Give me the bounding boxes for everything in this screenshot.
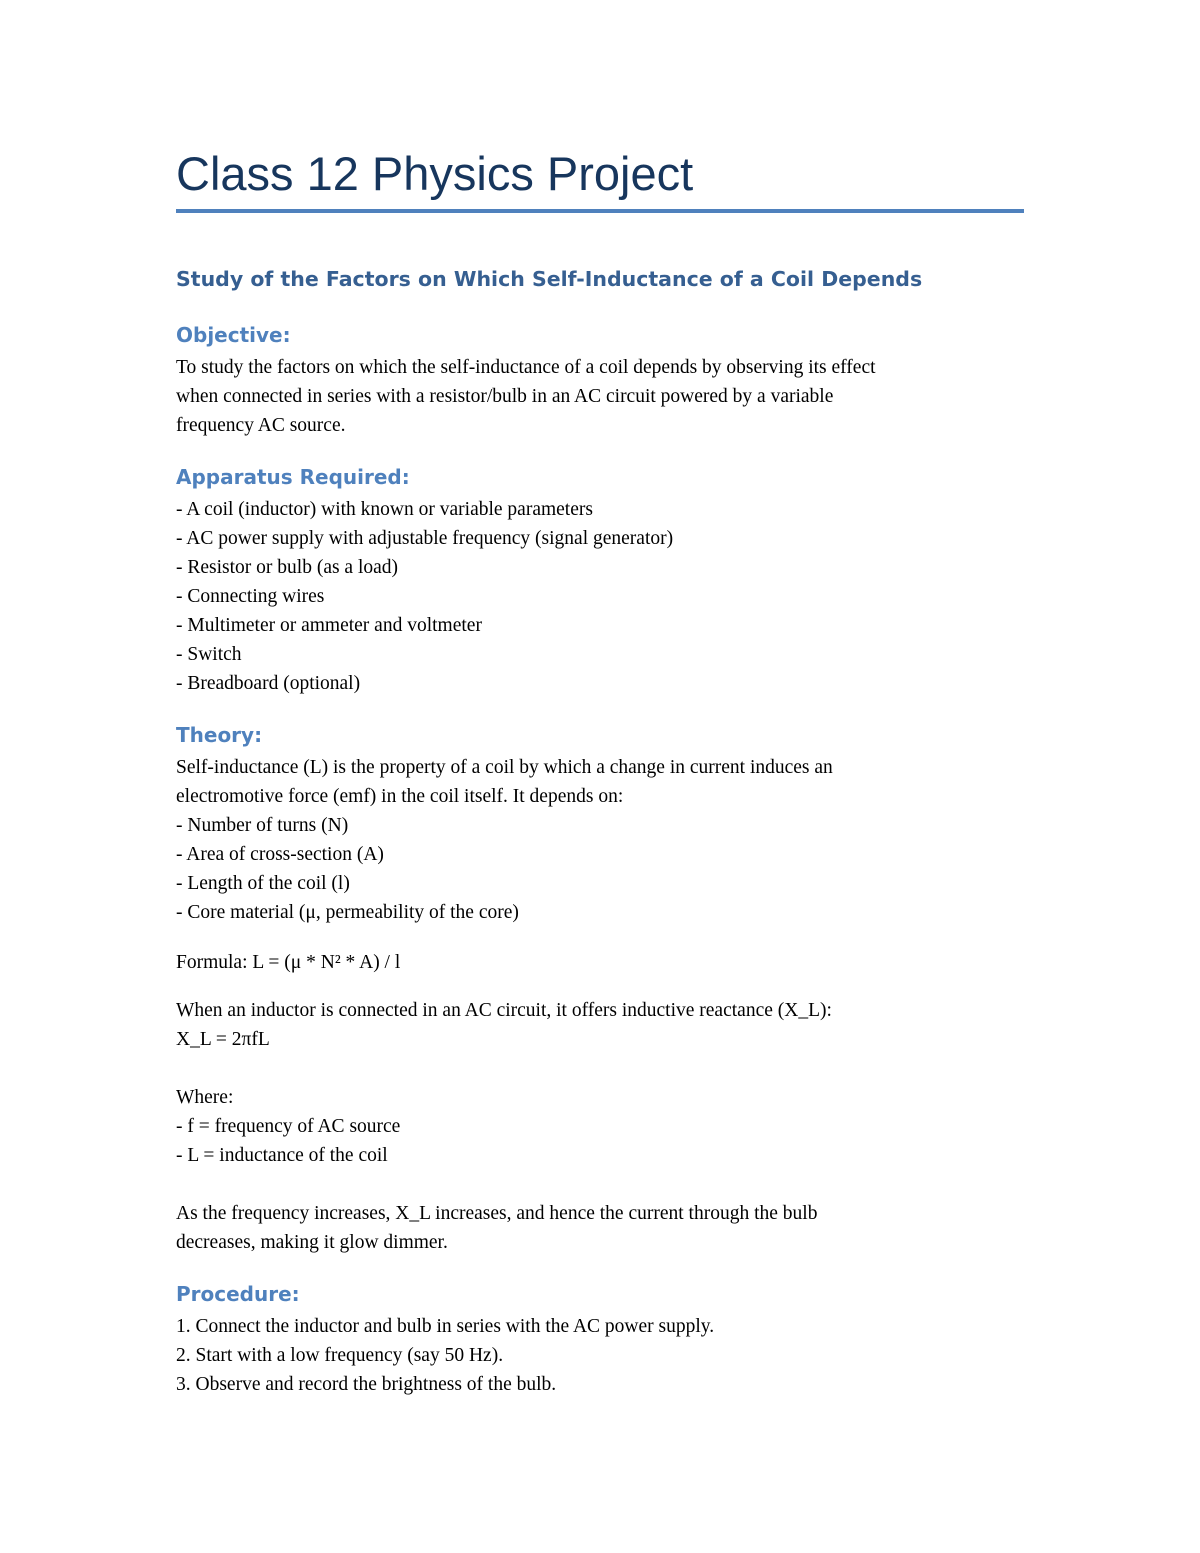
apparatus-item: - A coil (inductor) with known or variable parameters: [176, 499, 593, 520]
objective-heading: Objective:: [176, 323, 291, 347]
apparatus-item: - Connecting wires: [176, 586, 325, 607]
theory-factor: - Core material (μ, permeability of the core): [176, 902, 519, 923]
procedure-step: 3. Observe and record the brightness of the bulb.: [176, 1374, 557, 1395]
objective-line: To study the factors on which the self-inductance of a coil depends by observing its effect: [176, 357, 876, 378]
apparatus-heading: Apparatus Required:: [176, 465, 410, 489]
conclusion-line: decreases, making it glow dimmer.: [176, 1232, 448, 1253]
apparatus-item: - Resistor or bulb (as a load): [176, 557, 399, 578]
inductance-formula: Formula: L = (μ * N² * A) / l: [176, 952, 401, 973]
conclusion-line: As the frequency increases, X_L increases, and hence the current through the bulb: [176, 1203, 818, 1224]
document-title: Class 12 Physics Project: [176, 147, 694, 200]
reactance-formula: X_L = 2πfL: [176, 1029, 270, 1050]
apparatus-item: - Switch: [176, 644, 242, 665]
theory-intro-line: electromotive force (emf) in the coil itself. It depends on:: [176, 786, 624, 807]
theory-factor: - Area of cross-section (A): [176, 844, 384, 865]
where-item: - L = inductance of the coil: [176, 1145, 388, 1166]
reactance-line: When an inductor is connected in an AC circuit, it offers inductive reactance (X_L):: [176, 1000, 832, 1021]
theory-factor: - Number of turns (N): [176, 815, 349, 836]
theory-intro-line: Self-inductance (L) is the property of a coil by which a change in current induces an: [176, 757, 833, 778]
procedure-heading: Procedure:: [176, 1282, 300, 1306]
where-item: - f = frequency of AC source: [176, 1116, 401, 1137]
apparatus-item: - AC power supply with adjustable frequency (signal generator): [176, 528, 674, 549]
objective-line: when connected in series with a resistor/bulb in an AC circuit powered by a variable: [176, 386, 834, 407]
where-label: Where:: [176, 1087, 234, 1108]
procedure-step: 1. Connect the inductor and bulb in series with the AC power supply.: [176, 1316, 715, 1337]
title-underline: [176, 209, 1024, 213]
project-subtitle: Study of the Factors on Which Self-Inductance of a Coil Depends: [176, 267, 923, 291]
apparatus-item: - Multimeter or ammeter and voltmeter: [176, 615, 482, 636]
theory-heading: Theory:: [176, 723, 263, 747]
theory-factor: - Length of the coil (l): [176, 873, 350, 894]
objective-line: frequency AC source.: [176, 415, 346, 436]
procedure-step: 2. Start with a low frequency (say 50 Hz).: [176, 1345, 504, 1366]
apparatus-item: - Breadboard (optional): [176, 673, 361, 694]
